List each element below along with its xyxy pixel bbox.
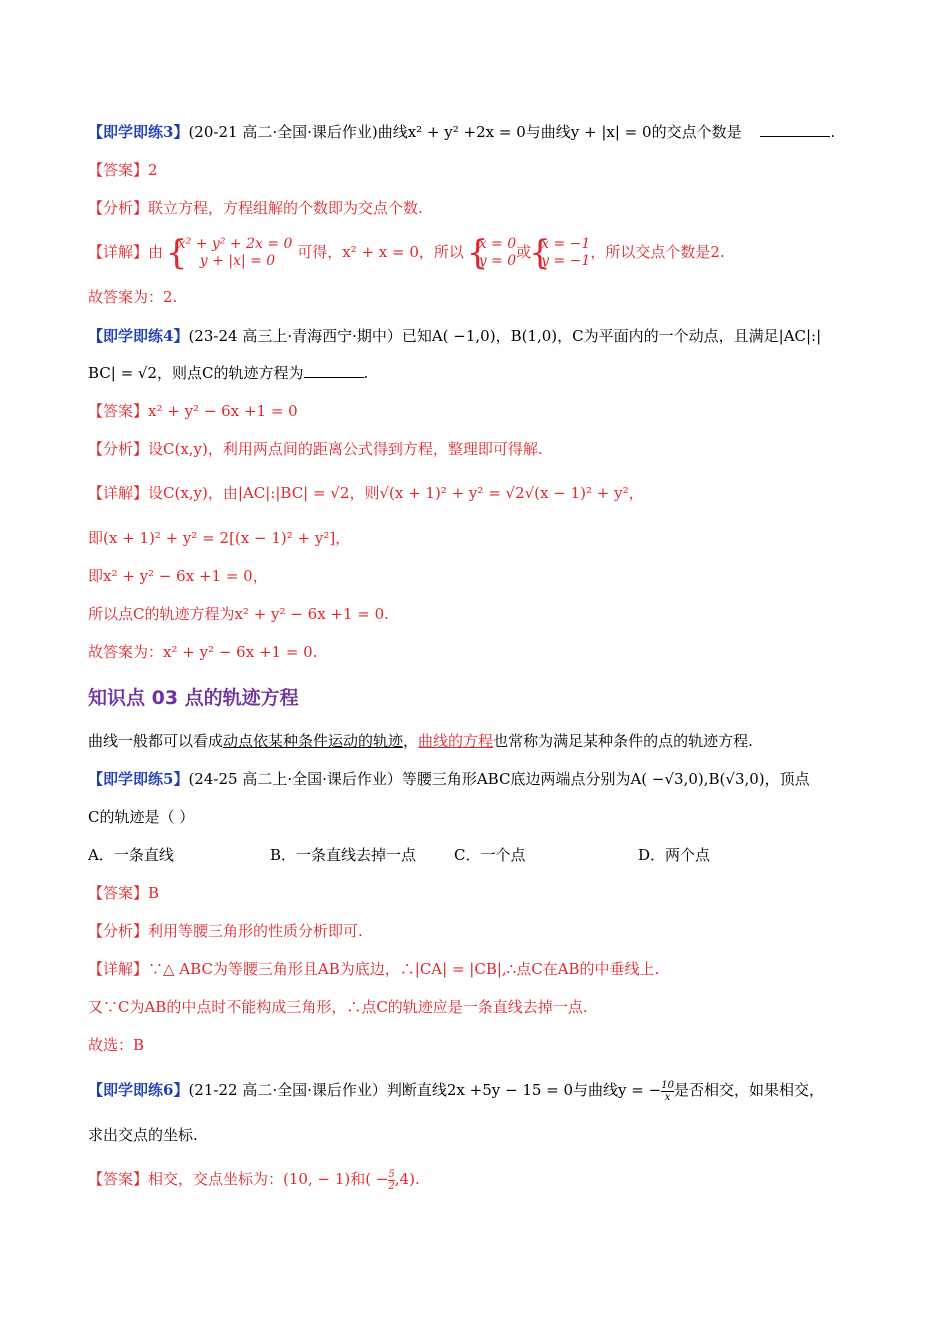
conclusion-5: 故选：B — [88, 1036, 145, 1054]
conclusion-4: 故答案为：x² + y² − 6x +1 = 0. — [88, 643, 318, 661]
question-label: 【即学即练4】 — [88, 327, 189, 345]
analysis-3: 【分析】联立方程，方程组解的个数即为交点个数. — [88, 199, 423, 217]
answer-text: 【答案】相交，交点坐标为：(10, − 1)和( − — [88, 1170, 389, 1188]
option-b: B．一条直线去掉一点 — [270, 846, 417, 864]
fraction — [661, 1080, 674, 1103]
text: 曲线一般都可以看成 — [88, 732, 224, 750]
denominator: x — [664, 1091, 671, 1103]
text: 也常称为满足某种条件的点的轨迹方程. — [493, 732, 753, 750]
question-text: 曲线x² + y² +2x = 0与曲线y + |x| = 0的交点个数是 — [377, 123, 742, 141]
option-d: D．两个点 — [638, 846, 711, 864]
question-5-line-2: C的轨迹是（ ） — [88, 808, 195, 826]
option-c: C．一个点 — [454, 846, 526, 864]
analysis-5: 【分析】利用等腰三角形的性质分析即可. — [88, 922, 363, 940]
system-line: { x = 0 — [478, 236, 517, 252]
question-source: (20-21 高二·全国·课后作业) — [188, 123, 378, 141]
answer-6 — [88, 1168, 880, 1196]
equation-system-1 — [168, 236, 293, 270]
underlined-text: 曲线的方程 — [418, 732, 494, 750]
detail-4-line-3: 即x² + y² − 6x +1 = 0， — [88, 567, 268, 585]
denominator: 2 — [388, 1180, 395, 1192]
or-word: 或 — [516, 243, 532, 261]
equation-system-3 — [531, 236, 590, 270]
answer-blank — [304, 377, 364, 378]
option-a: A．一条直线 — [88, 846, 174, 864]
question-text: 是否相交，如果相交， — [673, 1081, 824, 1099]
question-5 — [88, 768, 880, 790]
blank-tail: . — [830, 123, 836, 141]
question-text: BC| = √2，则点C的轨迹方程为 — [88, 364, 304, 382]
question-text: (24-25 高二上·全国·课后作业）等腰三角形ABC底边两端点分别为A( −√3,0),B(√3,0)，顶点 — [188, 770, 810, 788]
section-text — [88, 730, 880, 752]
text: ， — [403, 732, 419, 750]
section-title: 知识点 03 点的轨迹方程 — [88, 687, 299, 709]
underlined-text: 动点依某种条件运动的轨迹 — [223, 732, 404, 750]
question-label: 【即学即练3】 — [88, 123, 189, 141]
detail-4-line-2: 即(x + 1)² + y² = 2[(x − 1)² + y²]， — [88, 529, 351, 547]
system-line: y + |x| = 0 — [199, 253, 276, 269]
analysis-4: 【分析】设C(x,y)，利用两点间的距离公式得到方程，整理即可得解. — [88, 440, 543, 458]
question-label: 【即学即练5】 — [88, 770, 189, 788]
answer-blank — [760, 136, 830, 137]
answer-text: ,4). — [394, 1170, 420, 1188]
detail-end: ，所以交点个数是2. — [590, 243, 725, 261]
question-4 — [88, 325, 880, 347]
detail-3 — [88, 236, 880, 272]
question-text: (21-22 高二·全国·课后作业）判断直线2x +5y − 15 = 0与曲线y = − — [188, 1081, 662, 1099]
detail-4-line-4: 所以点C的轨迹方程为x² + y² − 6x +1 = 0. — [88, 605, 389, 623]
question-3 — [88, 121, 880, 143]
numerator: 10 — [661, 1079, 674, 1091]
detail-mid: 可得，x² + x = 0，所以 — [297, 243, 464, 261]
question-6-line-2: 求出交点的坐标. — [88, 1126, 198, 1144]
detail-prefix: 【详解】由 — [88, 243, 164, 261]
question-4-line-2: BC| = √2，则点C的轨迹方程为 . — [88, 364, 369, 382]
detail-5-line-2: 又∵C为AB的中点时不能构成三角形，∴点C的轨迹应是一条直线去掉一点. — [88, 998, 588, 1016]
system-line: y = −1 — [541, 253, 591, 269]
system-line: { x² + y² + 2x = 0 — [177, 236, 293, 252]
detail-5-line-1: 【详解】∵△ ABC为等腰三角形且AB为底边，∴|CA| = |CB|,∴点C在AB的中垂线上. — [88, 960, 660, 978]
system-line: { x = −1 — [541, 236, 591, 252]
question-6 — [88, 1079, 880, 1105]
answer-4: 【答案】x² + y² − 6x +1 = 0 — [88, 402, 298, 420]
detail-4-line-1: 【详解】设C(x,y)，由|AC|:|BC| = √2，则√(x + 1)² + y² = √2√(x − 1)² + y²， — [88, 484, 644, 502]
answer-5: 【答案】B — [88, 884, 160, 902]
system-line: y = 0 — [478, 253, 517, 269]
conclusion-3: 故答案为：2. — [88, 288, 178, 306]
question-label: 【即学即练6】 — [88, 1081, 189, 1099]
equation-system-2 — [469, 236, 516, 270]
question-text: (23-24 高三上·青海西宁·期中）已知A( −1,0)，B(1,0)，C为平面内的一个动点，且满足|AC|:| — [188, 327, 822, 345]
numerator: 5 — [388, 1168, 395, 1180]
answer-3: 【答案】2 — [88, 161, 158, 179]
